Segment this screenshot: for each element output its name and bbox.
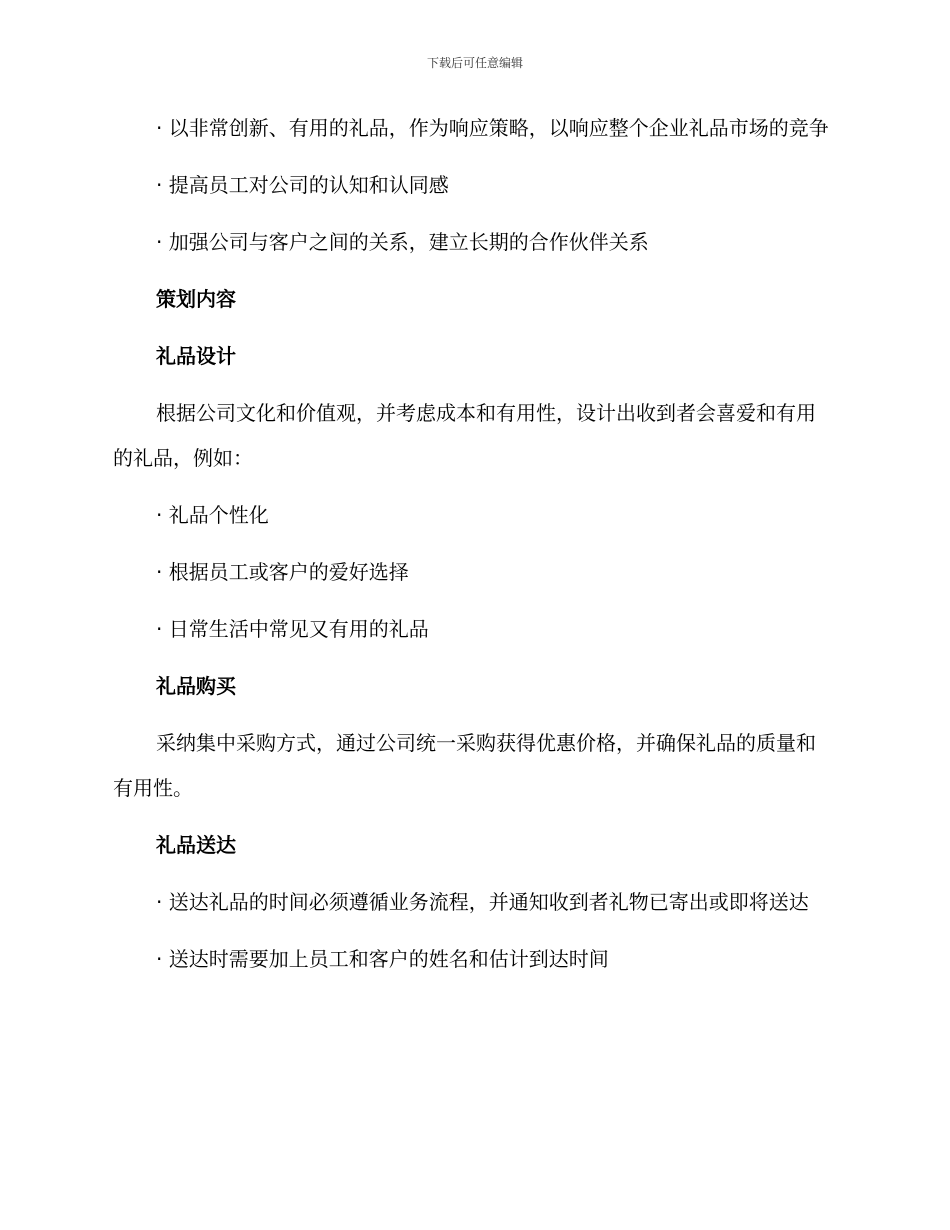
bullet-paragraph: · 加强公司与客户之间的关系，建立长期的合作伙伴关系 (156, 230, 649, 254)
section-heading: 礼品送达 (156, 833, 236, 857)
body-paragraph: 根据公司文化和价值观，并考虑成本和有用性，设计出收到者会喜爱和有用的礼品，例如： (113, 401, 816, 470)
body-paragraph: 采纳集中采购方式，通过公司统一采购获得优惠价格，并确保礼品的质量和有用性。 (113, 731, 816, 800)
bullet-paragraph: · 根据员工或客户的爱好选择 (156, 560, 409, 584)
bullet-paragraph: · 送达礼品的时间必须遵循业务流程，并通知收到者礼物已寄出或即将送达 (156, 890, 809, 914)
section-heading: 礼品购买 (156, 674, 236, 698)
bullet-paragraph: · 送达时需要加上员工和客户的姓名和估计到达时间 (156, 947, 609, 971)
document-body (113, 106, 835, 994)
section-heading: 礼品设计 (156, 344, 236, 368)
bullet-paragraph: · 日常生活中常见又有用的礼品 (156, 617, 429, 641)
bullet-paragraph: · 提高员工对公司的认知和认同感 (156, 173, 449, 197)
page-header: 下载后可任意编辑 (426, 56, 523, 70)
bullet-paragraph: · 礼品个性化 (156, 503, 269, 527)
bullet-paragraph: · 以非常创新、有用的礼品，作为响应策略，以响应整个企业礼品市场的竞争 (156, 116, 829, 140)
section-heading: 策划内容 (156, 287, 236, 311)
